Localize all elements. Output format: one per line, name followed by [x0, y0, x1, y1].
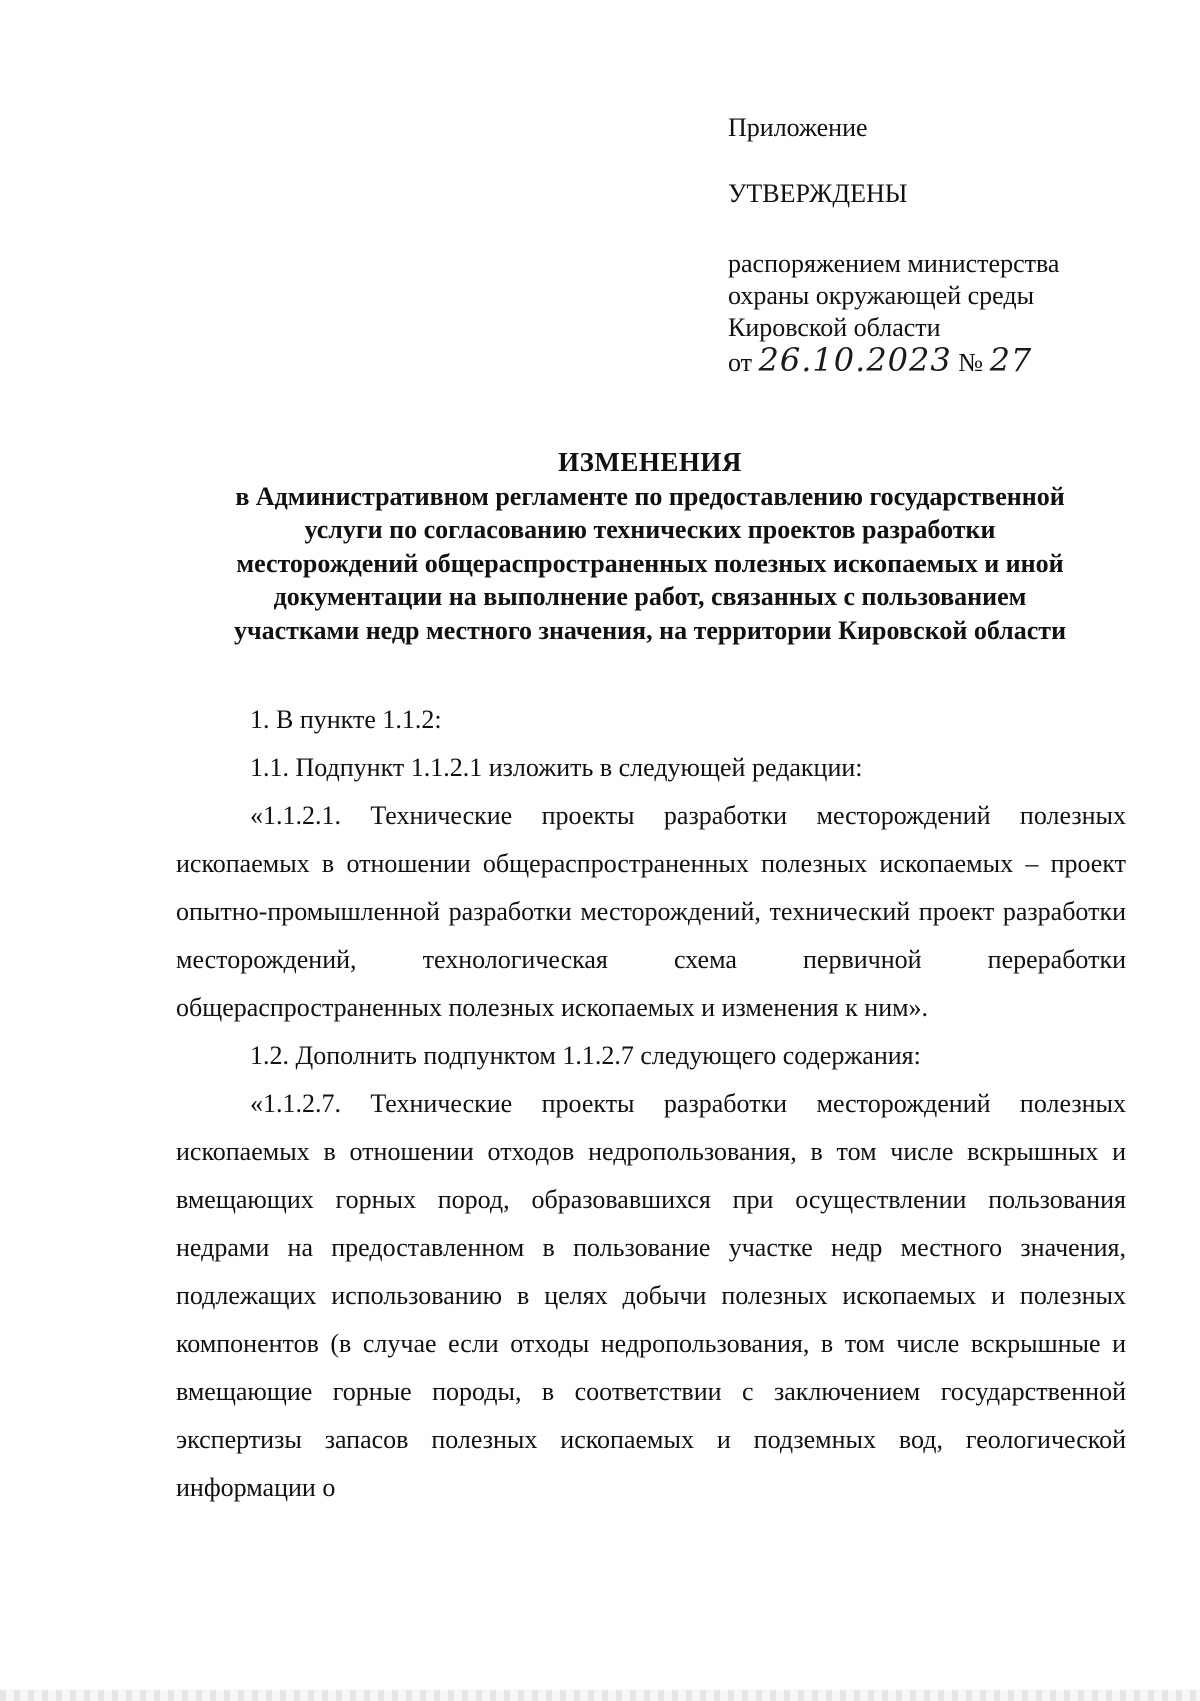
- approval-date-line: [728, 341, 1148, 379]
- approved-label: УТВЕРЖДЕНЫ: [728, 179, 908, 208]
- paragraph-5: «1.1.2.7. Технические проекты разработки месторождений полезных ископаемых в отношении отходов недропользования, в том числе вскрышных и вмещающих горных пород, образовавшихся при осуществлении пользования недрами на предоставленном в пользование участке недр местного значения, подлежащих использованию в целях добычи полезных ископаемых и полезных компонентов (в случае если отходы недропользования, в том числе вскрышные и вмещающие горные породы, в соответствии с заключением государственной экспертизы запасов полезных ископаемых и подземных вод, геологической информации о: [176, 1089, 1126, 1502]
- number-sign: №: [958, 348, 984, 377]
- paragraph-4: 1.2. Дополнить подпунктом 1.1.2.7 следующего содержания:: [250, 1041, 921, 1070]
- document-body: [176, 696, 1126, 1512]
- title-line-5: участками недр местного значения, на территории Кировской области: [233, 615, 1067, 645]
- paragraph-2: 1.1. Подпункт 1.1.2.1 изложить в следующей редакции:: [250, 753, 863, 782]
- scan-bottom-edge: [0, 1690, 1200, 1701]
- date-prefix: от: [728, 348, 753, 377]
- paragraph-1: 1. В пункте 1.1.2:: [250, 705, 442, 734]
- approved-by-line-1: распоряжением министерства: [728, 249, 1060, 278]
- title-line-4: документации на выполнение работ, связанных с пользованием: [273, 582, 1027, 611]
- approval-stamp-block: [728, 112, 1148, 379]
- handwritten-number: 27: [989, 341, 1033, 379]
- title-line-3: месторождений общераспространенных полезных ископаемых и иной: [236, 548, 1064, 578]
- appendix-label: Приложение: [728, 113, 868, 142]
- title-line-1: в Административном регламенте по предоставлению государственной: [235, 481, 1065, 511]
- title-line-2: услуги по согласованию технических проектов разработки: [304, 515, 996, 544]
- handwritten-date: 26.10.2023: [758, 341, 952, 379]
- document-title: [130, 446, 1170, 647]
- paragraph-3: «1.1.2.1. Технические проекты разработки месторождений полезных ископаемых в отношении общераспространенных полезных ископаемых – проект опытно-промышленной разработки месторождений, технический проект разработки месторождений, технологическая схема первичной переработки общераспространенных полезных ископаемых и изменения к ним».: [176, 801, 1126, 1022]
- approved-by-line-2: охраны окружающей среды: [728, 281, 1035, 310]
- title-main: ИЗМЕНЕНИЯ: [558, 447, 742, 477]
- approved-by-line-3: Кировской области: [728, 313, 941, 342]
